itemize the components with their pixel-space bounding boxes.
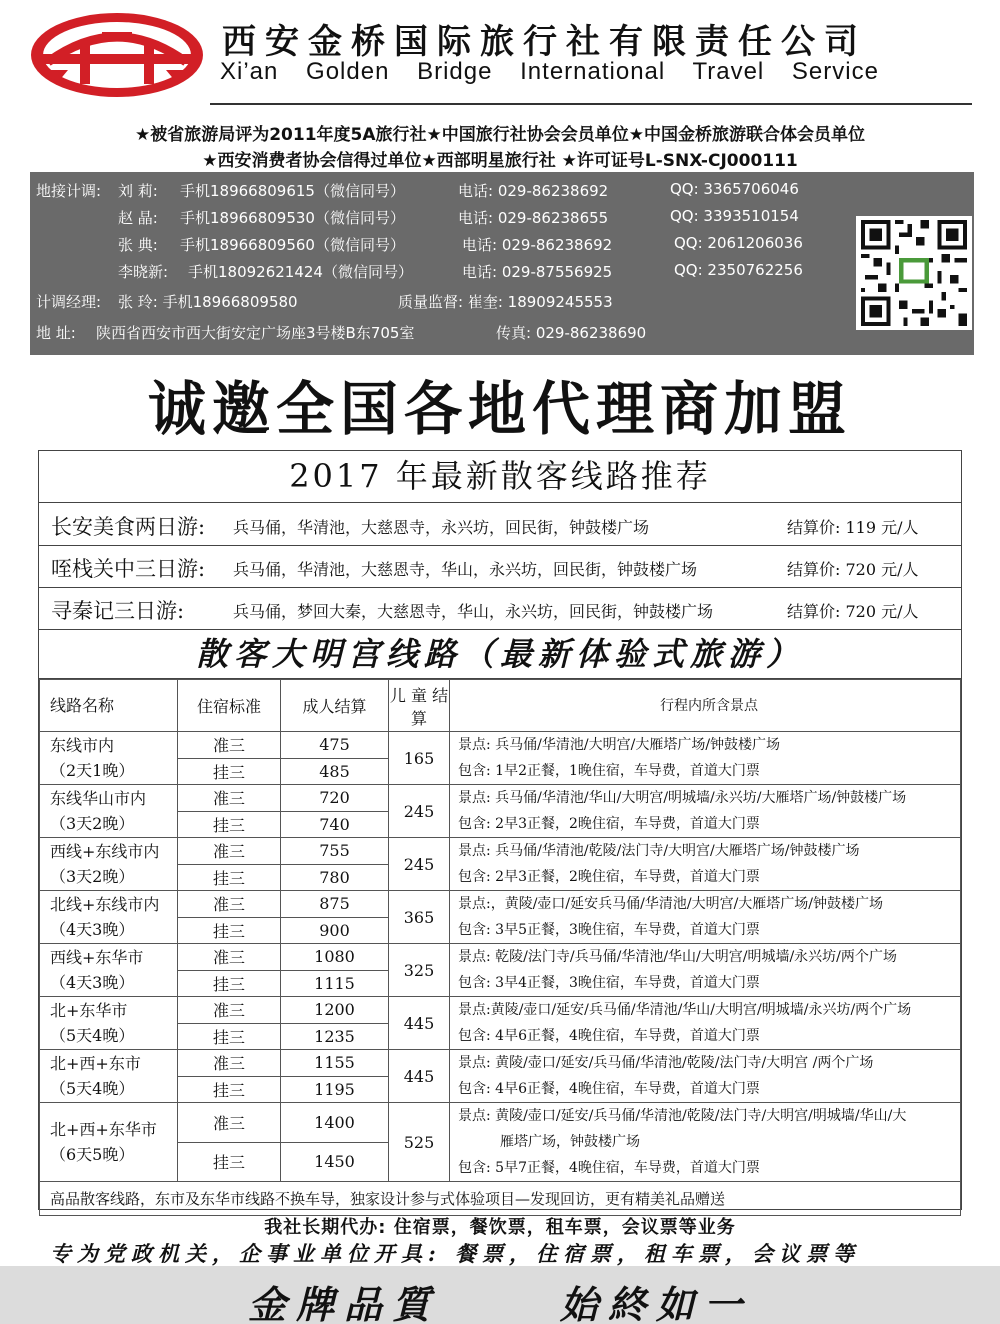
route-name: 东线华山市内 [50, 789, 147, 808]
slogan-gold-quality: 金牌品質 [248, 1282, 441, 1324]
hotel-standard: 准三 [178, 1050, 281, 1077]
adult-price: 1155 [281, 1050, 389, 1077]
route-duration: （5天4晚） [50, 1026, 135, 1045]
adult-price: 780 [281, 864, 389, 891]
adult-price: 720 [281, 785, 389, 812]
route-item [39, 547, 961, 588]
route-name: 北+西+东市 [50, 1054, 141, 1073]
table-note-row [40, 1182, 961, 1216]
table-note: 高品散客线路，东市及东华市线路不换车导，独家设计参与式体验项目—发现回访，更有精美礼品赠送 [40, 1182, 961, 1216]
route-name-cell [40, 1050, 178, 1103]
hotel-standard: 挂三 [178, 970, 281, 997]
route-duration: （5天4晚） [50, 1079, 135, 1098]
honors-line-1: ★被省旅游局评为2011年度5A旅行社★中国旅行社协会会员单位★中国金桥旅游联合体会员单位 [134, 125, 866, 145]
itinerary-line: 包含: 2早3正餐，2晚住宿，车导费，首道大门票 [458, 869, 760, 885]
col-header-spots: 行程内所含景点 [450, 680, 961, 732]
staff-mobile: 手机18966809560（微信同号） [180, 236, 405, 254]
scatter-section-title: 散客大明宫线路（最新体验式旅游） [39, 631, 961, 679]
adult-price: 1200 [281, 997, 389, 1024]
route-price: 结算价: 720 元/人 [787, 560, 919, 579]
itinerary-line: 景点: 兵马俑/华清池/乾陵/法门寺/大明宫/大雁塔广场/钟鼓楼广场 [458, 843, 860, 859]
hotel-standard: 准三 [178, 1103, 281, 1143]
child-price: 245 [389, 785, 450, 838]
route-name-cell [40, 891, 178, 944]
hotel-standard: 准三 [178, 891, 281, 918]
itinerary-line: 包含: 4早6正餐，4晚住宿，车导费，首道大门票 [458, 1028, 760, 1044]
adult-price: 1195 [281, 1076, 389, 1103]
staff-qq: QQ: 3365706046 [670, 180, 799, 198]
itinerary-cell [450, 838, 961, 891]
adult-price: 900 [281, 917, 389, 944]
col-header-standard: 住宿标准 [178, 680, 281, 732]
route-name-cell [40, 785, 178, 838]
hotel-standard: 准三 [178, 838, 281, 865]
table-row [40, 944, 961, 971]
routes-section-title: 2017 年最新散客线路推荐 [39, 453, 961, 503]
address-text: 陕西省西安市西大街安定广场座3号楼B东705室 [96, 324, 415, 342]
adult-price: 475 [281, 732, 389, 759]
hotel-standard: 准三 [178, 785, 281, 812]
staff-qq: QQ: 2350762256 [674, 261, 803, 279]
hotel-standard: 挂三 [178, 1023, 281, 1050]
company-name-cn: 西安金桥国际旅行社有限责任公司 [222, 22, 867, 62]
honors-line-2: ★西安消费者协会信得过单位★西部明星旅行社 ★许可证号L-SNX-CJ000111 [202, 151, 798, 171]
itinerary-cell [450, 944, 961, 997]
dispatch-label: 地接计调: [36, 182, 102, 200]
hotel-standard: 挂三 [178, 917, 281, 944]
route-name: 东线市内 [50, 736, 115, 755]
route-duration: （4天3晚） [50, 920, 135, 939]
staff-mobile: 手机18966809530（微信同号） [180, 209, 405, 227]
itinerary-line: 景点: 兵马俑/华清池/大明宫/大雁塔广场/钟鼓楼广场 [458, 737, 781, 753]
staff-qq: QQ: 3393510154 [670, 207, 799, 225]
itinerary-line: 景点: 乾陵/法门寺/兵马俑/华清池/华山/大明宫/明城墙/永兴坊/两个广场 [458, 949, 897, 965]
route-duration: （2天1晚） [50, 761, 135, 780]
route-name: 西线+东线市内 [50, 842, 160, 861]
child-price: 365 [389, 891, 450, 944]
adult-price: 1400 [281, 1103, 389, 1143]
itinerary-cell [450, 785, 961, 838]
table-row [40, 997, 961, 1024]
table-row [40, 1103, 961, 1143]
route-name-cell [40, 732, 178, 785]
route-duration: （4天3晚） [50, 973, 135, 992]
route-duration: （6天5晚） [50, 1145, 135, 1164]
route-item [39, 589, 961, 630]
col-header-route: 线路名称 [40, 680, 178, 732]
hotel-standard: 准三 [178, 732, 281, 759]
fax-text: 传真: 029-86238690 [496, 324, 647, 342]
itinerary-line: 景点:，黄陵/壶口/延安兵马俑/华清池/大明宫/大雁塔广场/钟鼓楼广场 [458, 896, 884, 912]
adult-price: 755 [281, 838, 389, 865]
route-spots: 兵马俑，华清池，大慈恩寺，永兴坊，回民街，钟鼓楼广场 [233, 518, 650, 537]
route-name: 北+东华市 [50, 1001, 128, 1020]
route-name-cell [40, 997, 178, 1050]
table-row [40, 838, 961, 865]
route-spots: 兵马俑，梦回大秦，大慈恩寺，华山，永兴坊，回民街，钟鼓楼广场 [233, 602, 714, 621]
child-price: 445 [389, 1050, 450, 1103]
adult-price: 1450 [281, 1142, 389, 1182]
staff-name: 赵 晶: [118, 209, 158, 227]
staff-name: 李晓新: [118, 263, 169, 281]
table-header-row [40, 680, 961, 732]
slogan-band [0, 1266, 1000, 1324]
staff-mobile: 手机18092621424（微信同号） [188, 263, 413, 281]
manager-label: 计调经理: [36, 293, 102, 311]
itinerary-line: 雁塔广场，钟鼓楼广场 [500, 1134, 640, 1150]
route-spots: 兵马俑，华清池，大慈恩寺，华山，永兴坊，回民街，钟鼓楼广场 [233, 560, 698, 579]
child-price: 325 [389, 944, 450, 997]
itinerary-line: 包含: 2早3正餐，2晚住宿，车导费，首道大门票 [458, 816, 760, 832]
hotel-standard: 准三 [178, 997, 281, 1024]
company-name-en: Xi’an Golden Bridge International Travel Service [220, 58, 879, 85]
child-price: 165 [389, 732, 450, 785]
itinerary-cell [450, 1103, 961, 1182]
route-price: 结算价: 720 元/人 [787, 602, 919, 621]
staff-mobile: 手机18966809615（微信同号） [180, 182, 405, 200]
route-name: 咥栈关中三日游: [51, 557, 206, 581]
golden-bridge-logo [28, 10, 206, 100]
route-name-cell [40, 838, 178, 891]
itinerary-cell [450, 891, 961, 944]
col-header-child: 儿 童 结算 [389, 680, 450, 732]
address-label: 地 址: [36, 324, 76, 342]
child-price: 245 [389, 838, 450, 891]
staff-tel: 电话: 029-86238692 [458, 182, 609, 200]
itinerary-line: 景点: 黄陵/壶口/延安/兵马俑/华清池/乾陵/法门寺/大明宫/明城墙/华山/大 [458, 1108, 907, 1124]
hotel-standard: 准三 [178, 944, 281, 971]
route-name: 寻秦记三日游: [51, 599, 185, 623]
itinerary-cell [450, 997, 961, 1050]
manager-contact: 张 玲: 手机18966809580 [118, 293, 298, 311]
header [0, 0, 1000, 108]
col-header-adult: 成人结算 [281, 680, 389, 732]
table-row [40, 1050, 961, 1077]
hotel-standard: 挂三 [178, 1142, 281, 1182]
adult-price: 875 [281, 891, 389, 918]
table-row [40, 785, 961, 812]
route-name: 北线+东线市内 [50, 895, 160, 914]
agency-services: 我社长期代办: 住宿票，餐饮票，租车票，会议票等业务 [264, 1217, 736, 1238]
itinerary-line: 包含: 4早6正餐，4晚住宿，车导费，首道大门票 [458, 1081, 760, 1097]
itinerary-line: 包含: 3早4正餐，3晚住宿，车导费，首道大门票 [458, 975, 760, 991]
adult-price: 1080 [281, 944, 389, 971]
slogan-consistency: 始終如一 [560, 1282, 753, 1324]
wechat-qr-code-icon [856, 216, 972, 330]
itinerary-line: 包含: 5早7正餐，4晚住宿，车导费，首道大门票 [458, 1160, 760, 1176]
adult-price: 1235 [281, 1023, 389, 1050]
itinerary-line: 包含: 1早2正餐，1晚住宿，车导费，首道大门票 [458, 763, 760, 779]
adult-price: 740 [281, 811, 389, 838]
supervisor-contact: 质量监督: 崔奎: 18909245553 [398, 293, 613, 311]
route-duration: （3天2晚） [50, 814, 135, 833]
recruitment-headline: 诚邀全国各地代理商加盟 [147, 375, 852, 443]
scatter-table [39, 679, 961, 1216]
route-name: 北+西+东华市 [50, 1120, 157, 1139]
itinerary-line: 包含: 3早5正餐，3晚住宿，车导费，首道大门票 [458, 922, 760, 938]
itinerary-cell [450, 1050, 961, 1103]
staff-tel: 电话: 029-86238692 [462, 236, 613, 254]
route-price: 结算价: 119 元/人 [787, 518, 919, 537]
adult-price: 1115 [281, 970, 389, 997]
routes-frame [38, 450, 962, 1210]
staff-tel: 电话: 029-87556925 [462, 263, 613, 281]
itinerary-line: 景点: 兵马俑/华清池/华山/大明宫/明城墙/永兴坊/大雁塔广场/钟鼓楼广场 [458, 790, 907, 806]
header-divider [210, 103, 972, 105]
adult-price: 485 [281, 758, 389, 785]
child-price: 445 [389, 997, 450, 1050]
hotel-standard: 挂三 [178, 1076, 281, 1103]
route-duration: （3天2晚） [50, 867, 135, 886]
contact-panel [30, 172, 974, 355]
route-name: 长安美食两日游: [51, 515, 206, 539]
itinerary-cell [450, 732, 961, 785]
itinerary-line: 景点:黄陵/壶口/延安/兵马俑/华清池/华山/大明宫/明城墙/永兴坊/两个广场 [458, 1002, 912, 1018]
staff-tel: 电话: 029-86238655 [458, 209, 609, 227]
hotel-standard: 挂三 [178, 811, 281, 838]
route-name-cell [40, 1103, 178, 1182]
staff-name: 刘 莉: [118, 182, 158, 200]
staff-qq: QQ: 2061206036 [674, 234, 803, 252]
hotel-standard: 挂三 [178, 864, 281, 891]
route-name-cell [40, 944, 178, 997]
table-row [40, 732, 961, 759]
child-price: 525 [389, 1103, 450, 1182]
government-invoice-line: 专为党政机关，企事业单位开具: 餐票，住宿票，租车票，会议票等 [50, 1241, 861, 1266]
staff-name: 张 典: [118, 236, 158, 254]
hotel-standard: 挂三 [178, 758, 281, 785]
table-row [40, 891, 961, 918]
route-name: 西线+东华市 [50, 948, 144, 967]
itinerary-line: 景点: 黄陵/壶口/延安/兵马俑/华清池/乾陵/法门寺/大明宫 /两个广场 [458, 1055, 874, 1071]
route-item [39, 505, 961, 546]
